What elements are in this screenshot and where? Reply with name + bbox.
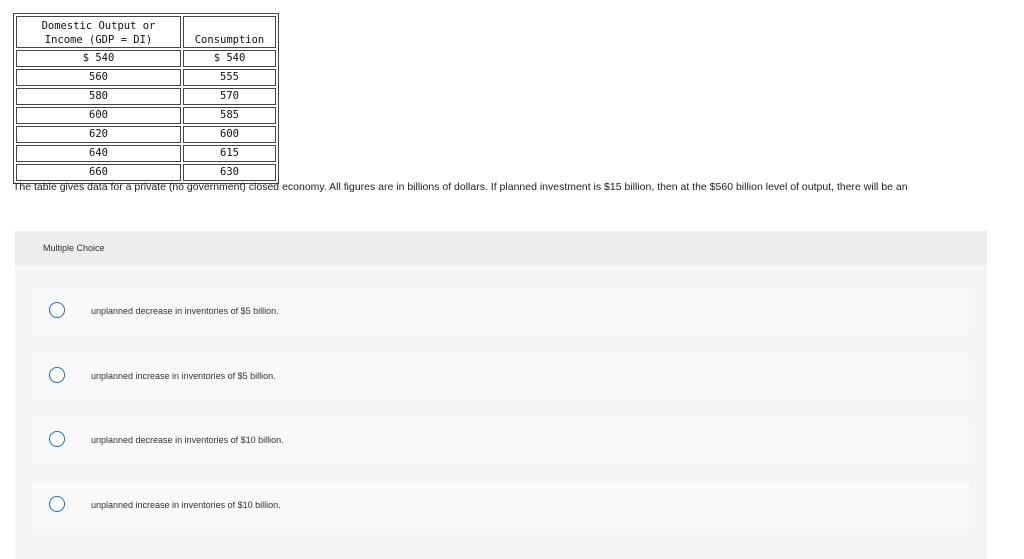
choice-label: unplanned decrease in inventories of $10 billion. bbox=[91, 435, 284, 445]
choice-option-a[interactable] bbox=[32, 288, 969, 335]
header-consumption: Consumption bbox=[183, 16, 276, 48]
header-output-line2: Income (GDP = DI) bbox=[44, 34, 153, 46]
radio-button-icon[interactable] bbox=[49, 367, 65, 383]
choice-label: unplanned decrease in inventories of $5 billion. bbox=[91, 306, 279, 316]
cell-consumption: 600 bbox=[183, 126, 276, 143]
output-consumption-table bbox=[13, 13, 279, 184]
table-row bbox=[16, 145, 276, 162]
cell-output: 660 bbox=[16, 164, 181, 181]
cell-output: $ 540 bbox=[16, 50, 181, 67]
cell-consumption: 555 bbox=[183, 69, 276, 86]
cell-output: 640 bbox=[16, 145, 181, 162]
question-text: The table gives data for a private (no government) closed economy. All figures are in billions of dollars. If planned investment is $15 billion, then at the $560 billion level of output, there will be an bbox=[13, 181, 908, 193]
data-table-container bbox=[13, 13, 279, 184]
multiple-choice-title: Multiple Choice bbox=[43, 243, 105, 253]
cell-output: 600 bbox=[16, 107, 181, 124]
cell-output: 620 bbox=[16, 126, 181, 143]
choice-option-d[interactable] bbox=[32, 482, 969, 529]
radio-button-icon[interactable] bbox=[49, 431, 65, 447]
header-output-line1: Domestic Output or bbox=[41, 20, 156, 32]
choice-label: unplanned increase in inventories of $5 billion. bbox=[91, 371, 276, 381]
table-header-row bbox=[16, 16, 276, 48]
table-row bbox=[16, 126, 276, 143]
choice-option-b[interactable] bbox=[32, 353, 969, 400]
table-row bbox=[16, 164, 276, 181]
multiple-choice-header bbox=[15, 231, 987, 266]
table-row bbox=[16, 69, 276, 86]
table-row bbox=[16, 107, 276, 124]
radio-button-icon[interactable] bbox=[49, 302, 65, 318]
table-row bbox=[16, 50, 276, 67]
header-output-income bbox=[16, 16, 181, 48]
cell-consumption: $ 540 bbox=[183, 50, 276, 67]
choice-label: unplanned increase in inventories of $10 billion. bbox=[91, 500, 281, 510]
cell-consumption: 630 bbox=[183, 164, 276, 181]
multiple-choice-panel bbox=[15, 231, 987, 559]
table-row bbox=[16, 88, 276, 105]
cell-consumption: 615 bbox=[183, 145, 276, 162]
cell-output: 580 bbox=[16, 88, 181, 105]
cell-output: 560 bbox=[16, 69, 181, 86]
radio-button-icon[interactable] bbox=[49, 496, 65, 512]
cell-consumption: 570 bbox=[183, 88, 276, 105]
cell-consumption: 585 bbox=[183, 107, 276, 124]
choice-option-c[interactable] bbox=[32, 417, 969, 464]
